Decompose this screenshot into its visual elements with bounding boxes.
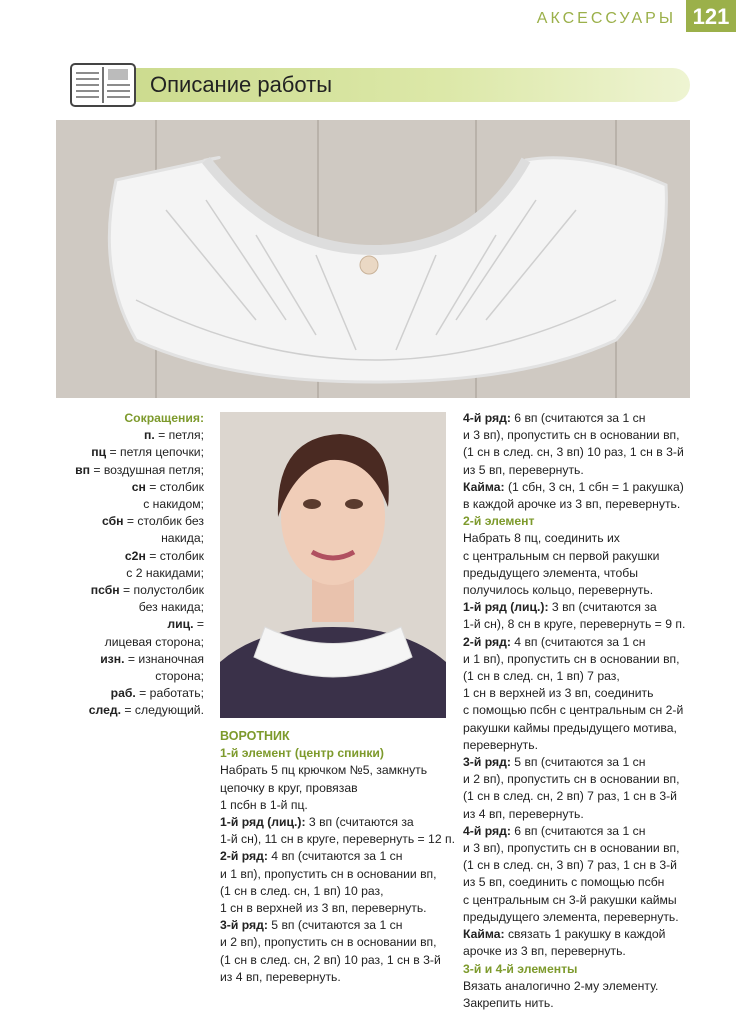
text-line (60, 599, 204, 616)
text-line (220, 952, 452, 969)
page-number: 121 (686, 0, 736, 32)
line-text: 1-й сн), 8 сн в круге, перевернуть = 9 п. (463, 617, 686, 632)
line-text: 1-й сн), 11 сн в круге, перевернуть = 12 п. (220, 832, 455, 847)
line-text: и 3 вп), пропустить сн в основании вп, (463, 841, 680, 856)
term: сбн (101, 514, 124, 529)
term: 1-й ряд (лиц.): (220, 815, 306, 830)
section-label: АКСЕССУАРЫ (536, 10, 676, 27)
text-line (463, 806, 693, 823)
text-line (463, 702, 693, 719)
term: 3-й ряд: (220, 918, 268, 933)
text-line (60, 513, 204, 530)
line-text: с 2 накидами; (126, 565, 204, 580)
text-line (220, 900, 452, 917)
abbreviations-heading: Сокращения: (124, 411, 204, 425)
line-text: = столбик без (123, 514, 204, 529)
text-line (463, 651, 693, 668)
line-text: Закрепить нить. (463, 995, 554, 1010)
line-text: и 1 вп), пропустить сн в основании вп, (463, 651, 680, 666)
line-text: ракушки каймы предыдущего мотива, (463, 720, 677, 735)
text-line (463, 582, 693, 599)
text-line (60, 702, 204, 719)
line-text: (1 сн в след. сн, 3 вп) 10 раз, 1 сн в 3-й (463, 445, 684, 460)
line-text: = столбик (145, 479, 204, 494)
text-line (60, 651, 204, 668)
text-line (220, 831, 455, 848)
line-text: = воздушная петля; (89, 462, 204, 477)
term: 1-й ряд (лиц.): (463, 600, 549, 615)
text-line (60, 582, 204, 599)
collar-photo (56, 120, 690, 398)
line-text: = работать; (135, 686, 204, 701)
line-text: 1 псбн в 1-й пц. (220, 797, 308, 812)
line-text: Набрать 8 пц, соединить их (463, 531, 620, 546)
text-line (463, 874, 693, 891)
text-line (220, 883, 452, 900)
term: Кайма: (463, 927, 505, 942)
line-text: связать 1 ракушку в каждой (504, 927, 666, 942)
text-line (463, 823, 693, 840)
text-line (463, 840, 693, 857)
line-text: (1 сбн, 3 сн, 1 сбн = 1 ракушка) (504, 479, 684, 494)
text-line (60, 685, 204, 702)
text-line (220, 934, 452, 951)
line-text: и 2 вп), пропустить сн в основании вп, (463, 772, 680, 787)
term: 2-й ряд: (220, 849, 268, 864)
text-line (463, 410, 693, 427)
line-text: 1 сн в верхней из 3 вп, соединить (463, 686, 654, 701)
line-text: с центральным сн первой ракушки (463, 548, 660, 563)
text-line (220, 814, 452, 831)
term: вп (75, 462, 90, 477)
line-text: 4 вп (считаются за 1 сн (267, 849, 403, 864)
text-line (463, 496, 693, 513)
text-line (463, 943, 693, 960)
line-text: из 4 вп, перевернуть. (220, 969, 341, 984)
text-line (463, 548, 693, 565)
text-line (60, 565, 204, 582)
term: п. (143, 428, 155, 443)
instructions-column (463, 410, 693, 1012)
text-line (463, 444, 693, 461)
element34-heading: 3-й и 4-й элементы (463, 961, 578, 976)
text-line (60, 634, 204, 651)
line-text: = петля цепочки; (106, 445, 204, 460)
line-text: в каждой арочке из 3 вп, перевернуть. (463, 497, 681, 512)
text-line (463, 634, 693, 651)
term: Кайма: (463, 479, 505, 494)
text-line (463, 462, 693, 479)
line-text: 6 вп (считаются за 1 сн (510, 411, 646, 425)
term: лиц. (167, 617, 194, 632)
line-text: = столбик (145, 548, 204, 563)
line-text: Вязать аналогично 2-му элементу. (463, 978, 659, 993)
text-line (220, 917, 452, 934)
text-line (463, 909, 693, 926)
text-line (60, 462, 204, 479)
element1-heading: 1-й элемент (центр спинки) (220, 746, 384, 761)
text-line (463, 892, 693, 909)
abbreviations-column (60, 410, 204, 720)
line-text: из 4 вп, перевернуть. (463, 806, 584, 821)
line-text: получилось кольцо, перевернуть. (463, 583, 654, 598)
collar-heading: ВОРОТНИК (220, 729, 290, 743)
text-line (463, 616, 693, 633)
line-text: с накидом; (143, 497, 204, 512)
line-text: и 1 вп), пропустить сн в основании вп, (220, 866, 437, 881)
line-text: = полустолбик (119, 583, 204, 598)
text-line (463, 857, 693, 874)
term: пц (91, 445, 107, 460)
line-text: из 5 вп, соединить с помощью псбн (463, 875, 665, 890)
line-text: арочке из 3 вп, перевернуть. (463, 944, 626, 959)
text-line (463, 788, 693, 805)
text-line (463, 479, 693, 496)
line-text: (1 сн в след. сн, 1 вп) 7 раз, (463, 669, 620, 684)
text-line (463, 978, 693, 995)
line-text: с центральным сн 3-й ракушки каймы (463, 892, 677, 907)
text-line (463, 754, 693, 771)
line-text: = петля; (154, 428, 204, 443)
element2-heading: 2-й элемент (463, 514, 535, 529)
text-line (60, 616, 204, 633)
line-text: 1 сн в верхней из 3 вп, перевернуть. (220, 901, 427, 916)
text-line (220, 762, 452, 779)
term: 4-й ряд: (463, 823, 511, 838)
line-text: 5 вп (считаются за 1 сн (510, 755, 646, 770)
line-text: (1 сн в след. сн, 2 вп) 7 раз, 1 сн в 3-й (463, 789, 677, 804)
page-title: Описание работы (150, 72, 333, 97)
term: 2-й ряд: (463, 634, 511, 649)
text-line (463, 995, 693, 1012)
term: с2н (124, 548, 146, 563)
text-line (60, 444, 204, 461)
line-text: = следующий. (121, 703, 204, 718)
open-book-icon (70, 63, 136, 107)
line-text: 5 вп (считаются за 1 сн (267, 918, 403, 933)
term: 3-й ряд: (463, 755, 511, 770)
text-line (463, 771, 693, 788)
term: псбн (90, 583, 120, 598)
collar-column (220, 728, 455, 986)
text-line (220, 969, 452, 986)
text-line (463, 685, 693, 702)
line-text: 3 вп (считаются за (548, 600, 657, 615)
text-line (60, 496, 204, 513)
term: изн. (100, 651, 125, 666)
text-line (220, 866, 452, 883)
line-text: (1 сн в след. сн, 1 вп) 10 раз, (220, 883, 384, 898)
line-text: без накида; (138, 600, 204, 615)
line-text: накида; (161, 531, 204, 546)
title-bar (70, 68, 690, 102)
text-line (463, 926, 693, 943)
text-line (220, 797, 452, 814)
text-line (463, 427, 693, 444)
line-text: Набрать 5 пц крючком №5, замкнуть (220, 763, 428, 778)
text-line (60, 548, 204, 565)
line-text: (1 сн в след. сн, 2 вп) 10 раз, 1 сн в 3-й (220, 952, 441, 967)
term: след. (88, 703, 122, 718)
line-text: цепочку в круг, провязав (220, 780, 358, 795)
text-line (463, 720, 693, 737)
line-text: сторона; (155, 669, 204, 684)
line-text: = изнаночная (124, 651, 204, 666)
text-line (463, 668, 693, 685)
line-text: 6 вп (считаются за 1 сн (510, 823, 646, 838)
line-text: 4 вп (считаются за 1 сн (510, 634, 646, 649)
line-text: и 2 вп), пропустить сн в основании вп, (220, 935, 437, 950)
text-line (220, 780, 452, 797)
line-text: 3 вп (считаются за (305, 815, 414, 830)
text-line (60, 427, 204, 444)
line-text: из 5 вп, перевернуть. (463, 462, 584, 477)
line-text: лицевая сторона; (104, 634, 204, 649)
line-text: предыдущего элемента, перевернуть. (463, 909, 679, 924)
text-line (463, 737, 693, 754)
term: раб. (110, 686, 136, 701)
text-line (463, 565, 693, 582)
text-line (60, 668, 204, 685)
model-photo (220, 412, 446, 718)
text-line (220, 848, 452, 865)
text-line (463, 599, 693, 616)
line-text: с помощью псбн с центральным сн 2-й (463, 703, 684, 718)
text-line (463, 530, 693, 547)
line-text: = (193, 617, 204, 632)
line-text: предыдущего элемента, чтобы (463, 565, 639, 580)
text-line (60, 479, 204, 496)
term: сн (131, 479, 146, 494)
text-line (60, 530, 204, 547)
line-text: перевернуть. (463, 737, 538, 752)
line-text: и 3 вп), пропустить сн в основании вп, (463, 428, 680, 443)
line-text: (1 сн в след. сн, 3 вп) 7 раз, 1 сн в 3-й (463, 858, 677, 873)
term: 4-й ряд: (463, 411, 511, 425)
